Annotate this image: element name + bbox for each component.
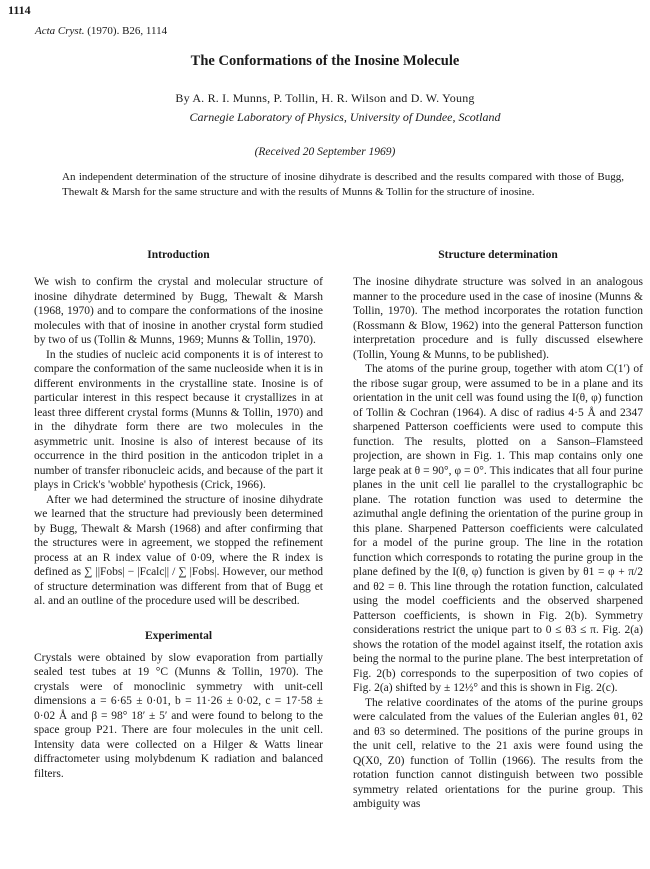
structure-paragraph: The relative coordinates of the atoms of the purine groups were calculated from the values of the Eulerian angles θ1, θ2 and θ3 so determined. The positions of the purine groups in the unit cell, relative to the 21 axis were found using the Q(X0, Z0) function of Tollin (1966). The results from the rotation function cannot distinguish between two possible symmetry related orientations for the purine group. This ambiguity was bbox=[353, 696, 643, 810]
left-column bbox=[34, 246, 323, 781]
introduction-paragraph: After we had determined the structure of inosine dihydrate we learned that the structure had previously been determined by Bugg, Thewalt & Marsh (1968) and after confirming that the structures were in agreement, we stopped the refinement process at an R index value of 0·09, where the R index is defined as ∑ ||Fobs| − |Fcalc|| / ∑ |Fobs|. However, our method of structure determination was different from that of Bugg et al. and an outline of the procedure used will be described. bbox=[34, 493, 323, 607]
introduction-heading: Introduction bbox=[147, 249, 210, 261]
structure-paragraph: The inosine dihydrate structure was solved in an analogous manner to the procedure used in the case of inosine (Munns & Tollin, 1970). The method incorporates the rotation function (Rossmann & Blow, 1962) into the general Patterson function interpretation procedure and is fully discussed elsewhere (Tollin, Young & Munns, to be published). bbox=[353, 276, 643, 361]
affiliation: Carnegie Laboratory of Physics, University of Dundee, Scotland bbox=[189, 110, 501, 124]
page-number: 1114 bbox=[8, 3, 31, 17]
journal-name: Acta Cryst. bbox=[35, 25, 85, 37]
journal-citation bbox=[35, 25, 167, 37]
experimental-paragraph: Crystals were obtained by slow evaporation from partially sealed test tubes at 19 °C (Munns & Tollin, 1970). The crystals were of monoclinic symmetry with unit-cell dimensions a = 6·65 ± 0·01, b = 11·26 ± 0·02, c = 17·58 ± 0·02 Å and β = 98° 18′ ± 5′ and were found to belong to the space group P21. There are four molecules in the unit cell. Intensity data were collected on a Hilger & Watts linear diffractometer using molybdenum K radiation and balanced filters. bbox=[34, 651, 323, 780]
introduction-paragraph: We wish to confirm the crystal and molecular structure of inosine dihydrate determined by Bugg, Thewalt & Marsh (1968, 1970) and to compare the conformations of the inosine molecules with that of inosine in another crystal form studied by two of us (Tollin & Munns, 1969; Munns & Tollin, 1970). bbox=[34, 276, 323, 346]
structure-paragraph: The atoms of the purine group, together with atom C(1′) of the ribose sugar group, were assumed to be in a plane and its orientation in the unit cell was found using the I(θ, φ) function of Tollin & Cochran (1964). A disc of radius 4·5 Å and 2347 sharpened Patterson coefficients were used to compute this function. The results, plotted on a Sanson–Flamsteed projection, are shown in Fig. 1. This map contains only one large peak at θ = 90°, φ = 0°. This indicates that all four purine planes in the unit cell lie parallel to the crystallographic bc plane. The rotation function was used to determine the azimuthal angle defining the orientation of the purine group in this plane. Sharpened Patterson coefficients were calculated for a model of the purine group. The line in the rotation function which corresponds to rotating the purine group in the plane defined by the I(θ, φ) function is given by θ1 = φ + π/2 and θ2 = θ. This line through the rotation function, calculated using the model coefficients and the observed sharpened Patterson coefficients, is shown in Fig. 2(b). Symmetry considerations restrict the unique part to 0 ≤ θ3 ≤ π. Fig. 2(a) shows the rotation of the model against itself, the rotation axis being the normal to the purine plane. The best interpretation of Fig. 2(b) corresponds to the superposition of two copies of Fig. 2(a) shifted by ± 12½° and this is shown in Fig. 2(c). bbox=[353, 363, 643, 694]
citation-volume: (1970). B26, 1114 bbox=[87, 25, 168, 37]
introduction-paragraph: In the studies of nucleic acid components it is of interest to compare the conformation of the same nucleoside when it is in different environments in the crystalline state. Inosine is of particular interest in this respect because it crystallizes in at least three different crystal forms (Munns & Tollin, 1970) and in the dihydrate form there are two molecules in the asymmetric unit. Inosine is also of interest because of its occurrence in the third position in the anticodon triplet in a number of transfer ribonucleic acids, and because of the part it plays in Crick's 'wobble' hypothesis (Crick, 1966). bbox=[34, 348, 323, 491]
structure-determination-heading: Structure determination bbox=[438, 249, 558, 261]
author-list: By A. R. I. Munns, P. Tollin, H. R. Wilson and D. W. Young bbox=[175, 91, 475, 105]
article-title: The Conformations of the Inosine Molecule bbox=[190, 53, 460, 69]
experimental-heading: Experimental bbox=[144, 629, 213, 642]
abstract: An independent determination of the structure of inosine dihydrate is described and the results compared with those of Bugg, Thewalt & Marsh for the same structure and with the results of Munns & Tollin for the structure of inosine. bbox=[62, 171, 624, 198]
right-column bbox=[353, 246, 643, 812]
received-date: (Received 20 September 1969) bbox=[254, 146, 396, 158]
